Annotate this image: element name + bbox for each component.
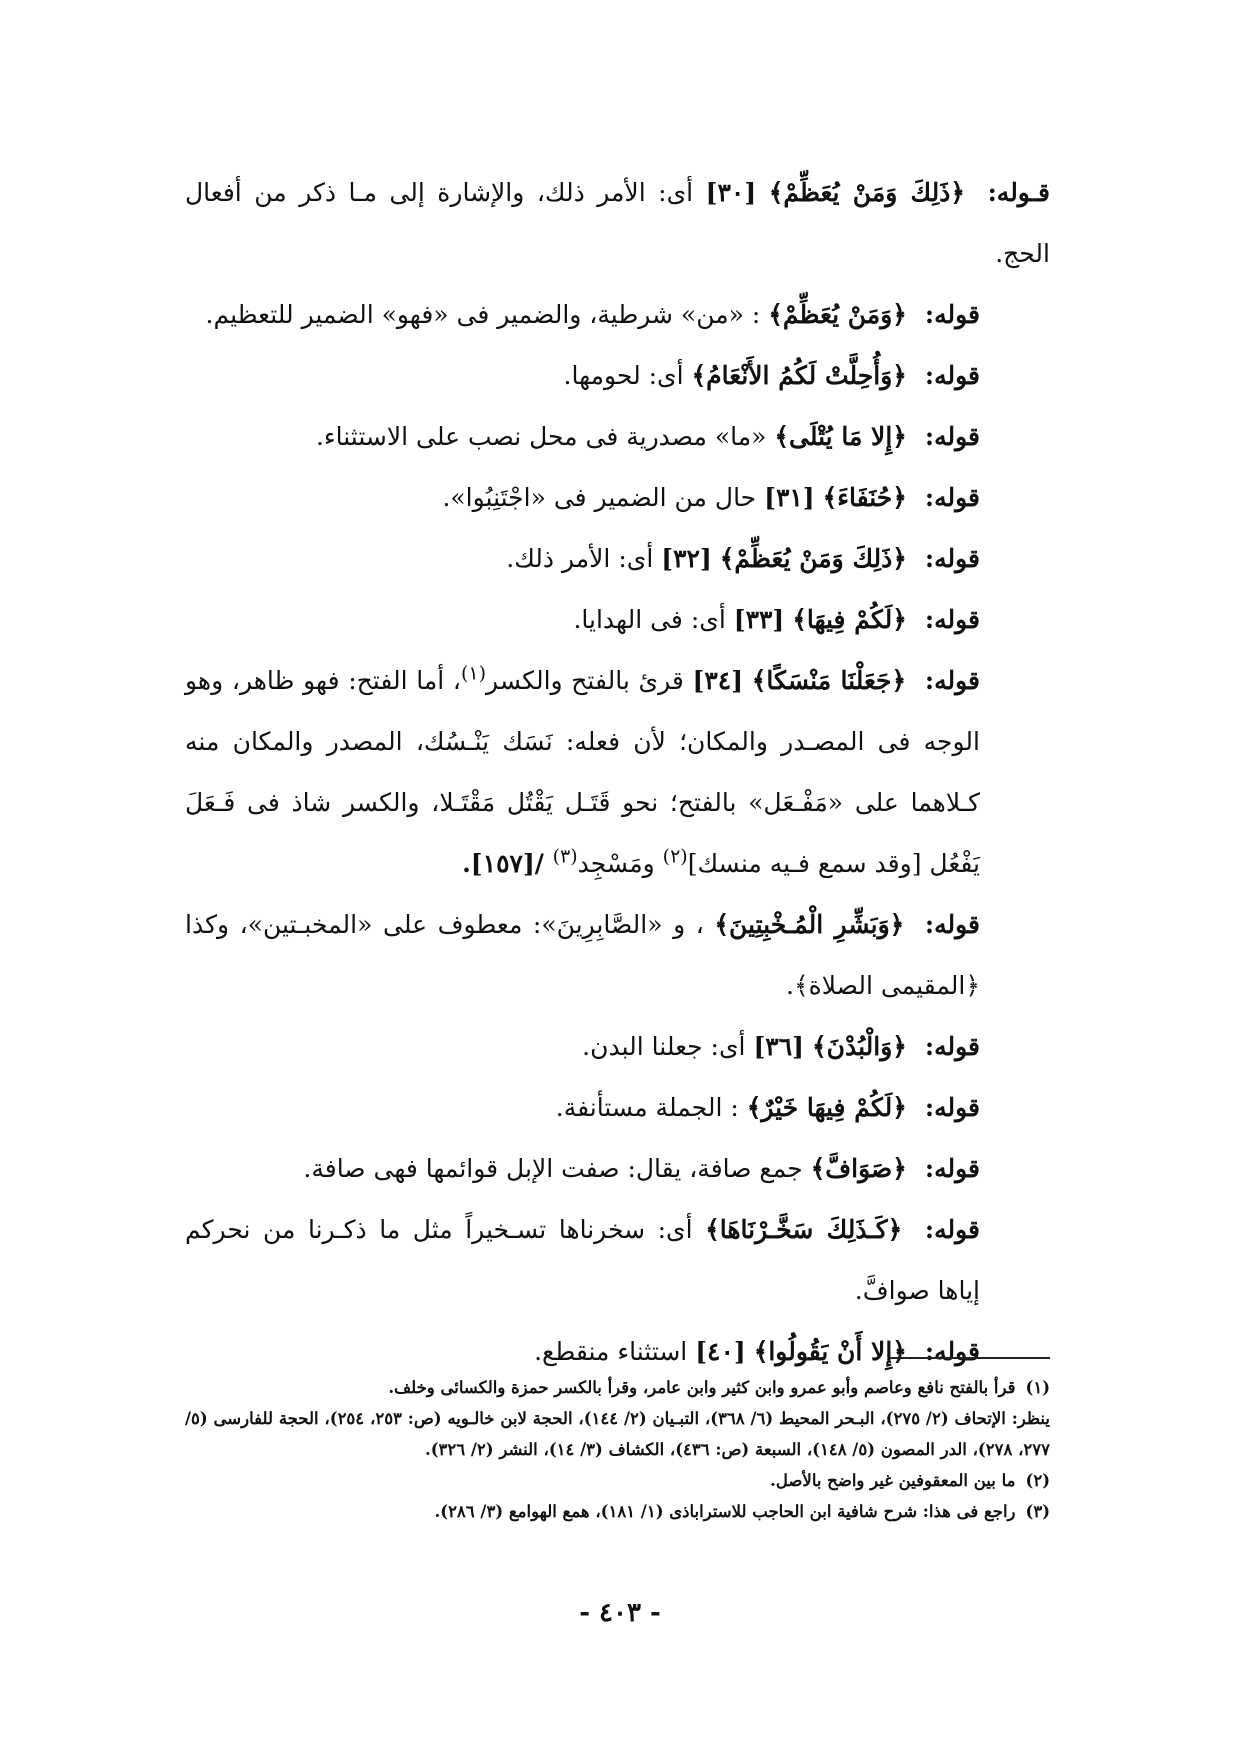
label: قوله: <box>924 300 980 329</box>
footnote-marker: (٢) <box>662 845 688 868</box>
paragraph-4 <box>185 406 1050 467</box>
verse-ref: [٣١] <box>764 483 815 512</box>
label: قوله: <box>924 1154 980 1183</box>
paragraph-10 <box>185 1016 1050 1077</box>
paragraph-2 <box>185 284 1050 345</box>
footnote-1 <box>185 1372 1050 1403</box>
label: قوله: <box>924 1215 981 1244</box>
paragraph-13 <box>185 1199 1050 1321</box>
paragraph-1 <box>185 162 1050 284</box>
quran-verse: ﴿جَعَلْنَا مَنْسَكًا﴾ <box>751 666 907 695</box>
footnote-number: (٣) <box>1025 1502 1050 1521</box>
quran-verse: ﴿وَبَشِّرِ الْمُـخْبِتِينَ﴾ <box>714 910 905 939</box>
quran-verse: ﴿لَكُمْ فِيهَا خَيْرٌ﴾ <box>746 1093 907 1122</box>
label: قوله: <box>924 910 980 939</box>
paragraph-6 <box>185 528 1050 589</box>
commentary: أى: الأمر ذلك. <box>506 544 654 573</box>
footnote-text: راجع فى هذا: شرح شافية ابن الحاجب للاستراباذى (١/ ١٨١)، همع الهوامع (٣/ ٢٨٦). <box>434 1502 1016 1521</box>
commentary: أى: لحومها. <box>563 361 684 390</box>
label: قوله: <box>924 1337 980 1366</box>
verse-ref: [٣٣] <box>733 605 785 634</box>
commentary: جمع صافة، يقال: صفت الإبل قوائمها فهى صافة. <box>303 1154 803 1183</box>
footnote-3 <box>185 1496 1050 1527</box>
label: قوله: <box>924 1032 980 1061</box>
label: قوله: <box>924 361 980 390</box>
commentary: استثناء منقطع. <box>534 1337 688 1366</box>
quran-verse: ﴿ذَلِكَ وَمَنْ يُعَظِّمْ﴾ <box>719 544 907 573</box>
label: قوله: <box>924 483 980 512</box>
verse-ref: [٣٦] <box>753 1032 804 1061</box>
footnote-text: قرأ بالفتح نافع وعاصم وأبو عمرو وابن كثير وابن عامر، وقرأ بالكسر حمزة والكسائى وخلف. <box>388 1378 1016 1397</box>
quran-verse: ﴿وَأُحِلَّتْ لَكُمُ الأَنْعَامُ﴾ <box>691 361 907 390</box>
page-ref: /[١٥٧]. <box>462 849 553 878</box>
commentary: ومَسْجِد <box>577 849 663 878</box>
footnote-marker: (١) <box>460 662 487 685</box>
quran-verse: ﴿وَالْبُدْنَ﴾ <box>811 1032 907 1061</box>
quran-verse: ﴿إِلا أَنْ يَقُولُوا﴾ <box>753 1337 907 1366</box>
quran-verse: ﴿وَمَنْ يُعَظِّمْ﴾ <box>768 300 907 329</box>
commentary: أى: الأمر ذلك، والإشارة إلى مـا ذكر من أفعال الحج. <box>185 178 1050 268</box>
footnote-1-sources <box>185 1403 1050 1465</box>
commentary: أى: سخرناها تسـخيراً مثل ما ذكـرنا من نحركم إياها صوافَّ. <box>185 1215 980 1305</box>
commentary: «ما» مصدرية فى محل نصب على الاستثناء. <box>315 422 767 451</box>
footnote-number: (١) <box>1025 1378 1050 1397</box>
commentary: : الجملة مستأنفة. <box>555 1093 739 1122</box>
verse-ref: [٣٠] <box>705 178 757 207</box>
page-number: - ٤٠٣ - <box>579 1598 661 1628</box>
paragraph-11 <box>185 1077 1050 1138</box>
quran-verse: ﴿صَوَافَّ﴾ <box>810 1154 907 1183</box>
paragraph-3 <box>185 345 1050 406</box>
commentary: قرئ بالفتح والكسر <box>486 666 684 695</box>
label: قوله: <box>924 605 980 634</box>
footnote-separator <box>890 1357 1050 1359</box>
footnote-text: ما بين المعقوفين غير واضح بالأصل. <box>770 1471 1016 1490</box>
verse-ref: [٣٤] <box>692 666 744 695</box>
paragraph-5 <box>185 467 1050 528</box>
commentary: أى: فى الهدايا. <box>573 605 726 634</box>
verse-ref: [٤٠] <box>695 1337 746 1366</box>
label: قـوله: <box>987 178 1051 207</box>
paragraph-9 <box>185 894 1050 1016</box>
quran-verse: ﴿حُنَفَاءَ﴾ <box>822 483 907 512</box>
footnote-marker: (٣) <box>552 845 578 868</box>
paragraph-8 <box>185 650 1050 894</box>
quran-verse: ﴿لَكُمْ فِيهَا﴾ <box>792 605 907 634</box>
label: قوله: <box>924 666 980 695</box>
quran-verse: ﴿إِلا مَا يُتْلَى﴾ <box>774 422 907 451</box>
footnote-2 <box>185 1465 1050 1496</box>
quran-verse: ﴿كَـذَلِكَ سَخَّـرْنَاهَا﴾ <box>705 1215 903 1244</box>
commentary: ، أما الفتح: فهو ظاهر، وهو الوجه فى المصـدر والمكان؛ لأن فعله: نَسَك يَنْـسُك، المصدر والمكان منه كـلاهما على «مَفْـعَل» بالفتح؛ نحو قَتَـل يَقْتُل مَقْتَـلا، والكسر شاذ فى فَـعَلَ يَفْعُل [وقد سمع فـيه منسك] <box>185 666 980 878</box>
commentary: أى: جعلنا البدن. <box>582 1032 746 1061</box>
verse-ref: [٣٢] <box>661 544 712 573</box>
paragraph-7 <box>185 589 1050 650</box>
label: قوله: <box>924 544 980 573</box>
paragraph-12 <box>185 1138 1050 1199</box>
footnotes <box>185 1372 1050 1527</box>
label: قوله: <box>924 422 980 451</box>
commentary: حال من الضمير فى «اجْتَنِبُوا». <box>442 483 757 512</box>
commentary: : «من» شرطية، والضمير فى «فهو» الضمير للتعظيم. <box>205 300 761 329</box>
main-text <box>185 162 1050 1382</box>
footnote-number: (٢) <box>1025 1471 1050 1490</box>
commentary: ، و «الصَّابِرِينَ»: معطوف على «المخبـتين»، وكذا ﴿المقيمى الصلاة﴾. <box>185 910 980 1000</box>
label: قوله: <box>924 1093 980 1122</box>
footnote-text: ينظر: الإتحاف (٢/ ٢٧٥)، البـحر المحيط (٦/ ٣٦٨)، التبـيان (٢/ ١٤٤)، الحجة لابن خالـويه (ص: ٢٥٣، ٢٥٤)، الحجة للفارسى (٥/ ٢٧٧، ٢٧٨)، الدر المصون (٥/ ١٤٨)، السبعة (ص: ٤٣٦)، الكشاف (٣/ ١٤)، النشر (٢/ ٣٢٦). <box>185 1409 1050 1459</box>
quran-verse: ﴿ذَلِكَ وَمَنْ يُعَظِّمْ﴾ <box>768 178 966 207</box>
